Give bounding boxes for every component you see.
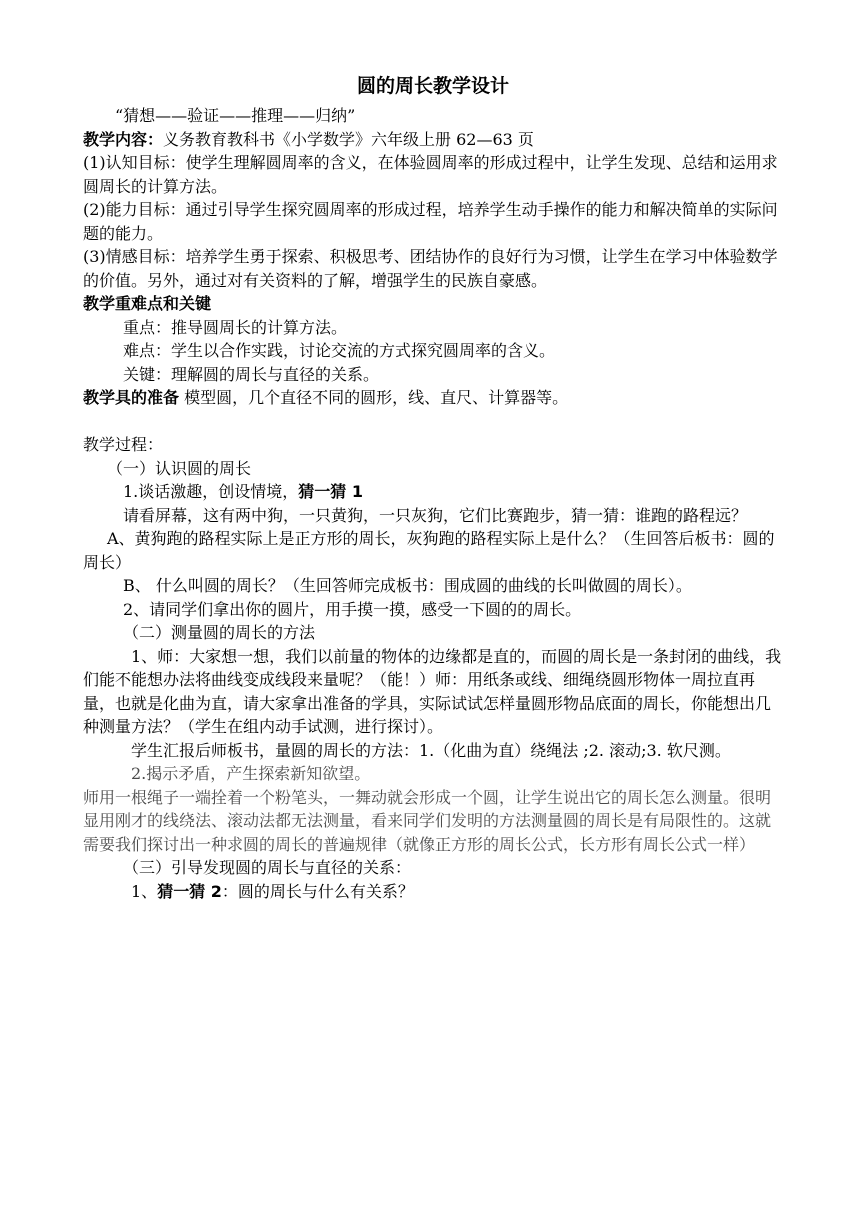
process-heading: 教学过程： — [83, 435, 164, 454]
key-point-3: 关键：理解圆的周长与直径的关系。 — [123, 364, 380, 384]
tools-text: 模型圆，几个直径不同的圆形，线、直尺、计算器等。 — [179, 388, 569, 407]
section-1-step-1 — [83, 480, 783, 504]
goal-2: (2)能力目标：通过引导学生探究圆周率的形成过程，培养学生动手操作的能力和解决简单的实际问题的能力。 — [83, 200, 778, 243]
section-1-paragraph-2: 2、请同学们拿出你的圆片，用手摸一摸，感受一下圆的的周长。 — [123, 599, 582, 619]
section-1-title: （一）认识圆的周长 — [107, 458, 252, 478]
subtitle: “猜想——验证——推理——归纳” — [115, 106, 356, 125]
goal-3: (3)情感目标：培养学生勇于探索、积极思考、团结协作的良好行为习惯，让学生在学习中体验数学的价值。另外，通过对有关资料的了解，增强学生的民族自豪感。 — [83, 247, 778, 290]
content-text: 义务教育教科书《小学数学》六年级上册 62—63 页 — [163, 129, 534, 149]
guess-1-label: 猜一猜 1 — [298, 482, 363, 501]
section-2-paragraph-4: 师用一根绳子一端拴着一个粉笔头，一舞动就会形成一个圆，让学生说出它的周长怎么测量。很明显用刚才的线绕法、滚动法都无法测量，看来同学们发明的方法测量圆的周长是有局限性的。这就需要我们探讨出一种求圆的周长的普遍规律（就像正方形的周长公式，长方形有周长公式一样） — [83, 787, 772, 854]
section-3-title: （三）引导发现圆的周长与直径的关系： — [123, 858, 412, 877]
section-1-paragraph-a: A、黄狗跑的路程实际上是正方形的周长，灰狗跑的路程实际上是什么？（生回答后板书：圆的周长） — [83, 529, 775, 572]
step-1-text: 1.谈话激趣，创设情境， — [123, 482, 299, 501]
tools-line — [83, 386, 783, 410]
key-point-1: 重点：推导圆周长的计算方法。 — [123, 317, 348, 337]
section-1-paragraph-b: B、 什么叫圆的周长？（生回答师完成板书：围成圆的曲线的长叫做圆的周长）。 — [123, 576, 692, 595]
section-2-paragraph-1: 1、师：大家想一想，我们以前量的物体的边缘都是直的，而圆的周长是一条封闭的曲线，我们能不能想办法将曲线变成线段来量呢？（能！）师：用纸条或线、细绳绕圆形物体一周拉直再量，也就是化曲为直，请大家拿出准备的学具，实际试试怎样量圆形物品底面的周长，你能想出几种测量方法？（学生在组内动手试测，进行探讨）。 — [83, 646, 782, 736]
key-point-2: 难点：学生以合作实践，讨论交流的方式探究圆周率的含义。 — [123, 341, 556, 360]
document-title: 圆的周长教学设计 — [356, 75, 509, 97]
content-label: 教学内容： — [83, 129, 164, 149]
guess-2-label: 猜一猜 2 — [157, 881, 222, 901]
section-2-paragraph-2: 学生汇报后师板书，量圆的周长的方法：1.（化曲为直）绕绳法 ;2. 滚动;3. 软尺测。 — [131, 740, 731, 760]
section-2-title: （二）测量圆的周长的方法 — [123, 623, 316, 642]
section-2-paragraph-3: 2.揭示矛盾，产生探索新知欲望。 — [131, 764, 371, 783]
tools-label: 教学具的准备 — [83, 388, 180, 407]
section-1-paragraph-1: 请看屏幕，这有两中狗，一只黄狗，一只灰狗，它们比赛跑步，猜一猜：谁跑的路程远？ — [123, 505, 748, 525]
document-page — [83, 70, 783, 903]
step-3-text: ：圆的周长与什么有关系？ — [221, 881, 414, 901]
blank-line — [83, 410, 783, 434]
goal-1: (1)认知目标：使学生理解圆周率的含义，在体验圆周率的形成过程中，让学生发现、总结和运用求圆周长的计算方法。 — [83, 153, 778, 196]
content-line — [83, 128, 783, 152]
key-points-heading: 教学重难点和关键 — [83, 294, 212, 313]
step-3-prefix: 1、 — [131, 881, 158, 901]
section-3-step-1 — [83, 880, 783, 904]
